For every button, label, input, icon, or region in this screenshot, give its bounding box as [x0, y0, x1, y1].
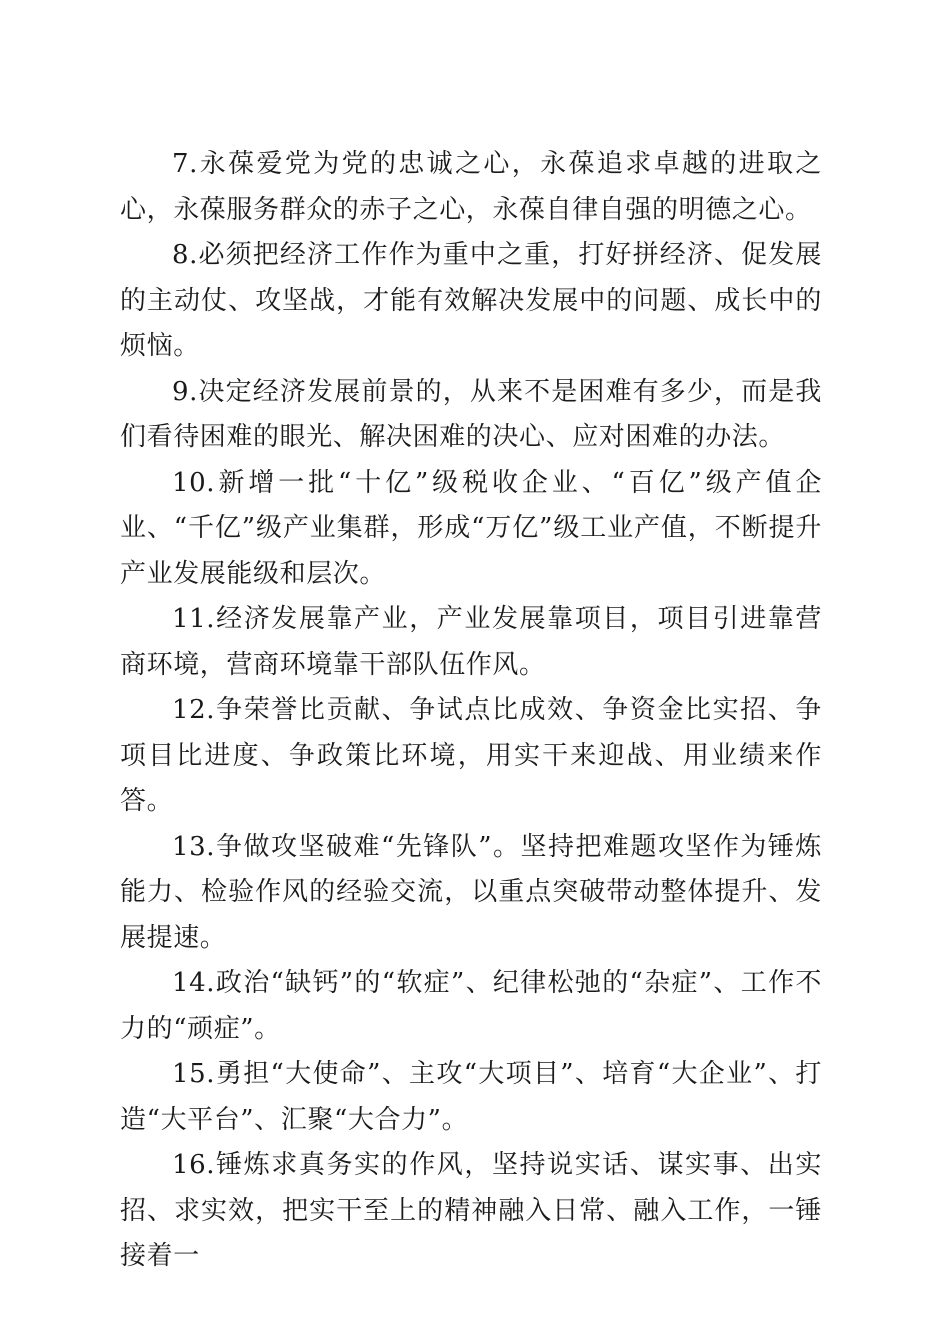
paragraph-8: 8.必须把经济工作作为重中之重，打好拼经济、促发展的主动仗、攻坚战，才能有效解决发展中的问题、成长中的烦恼。 — [120, 240, 822, 361]
paragraph-9: 9.决定经济发展前景的，从来不是困难有多少，而是我们看待困难的眼光、解决困难的决心、应对困难的办法。 — [120, 376, 822, 452]
paragraph-10: 10.新增一批“十亿”级税收企业、“百亿”级产值企业、“千亿”级产业集群，形成“万亿”级工业产值，不断提升产业发展能级和层次。 — [120, 467, 822, 589]
paragraph-13: 13.争做攻坚破难“先锋队”。坚持把难题攻坚作为锤炼能力、检验作风的经验交流，以重点突破带动整体提升、发展提速。 — [120, 831, 822, 953]
paragraph-15: 15.勇担“大使命”、主攻“大项目”、培育“大企业”、打造“大平台”、汇聚“大合力”。 — [120, 1059, 822, 1135]
paragraph-7: 7.永葆爱党为党的忠诚之心，永葆追求卓越的进取之心，永葆服务群众的赤子之心，永葆自律自强的明德之心。 — [120, 149, 822, 225]
document-body — [120, 142, 822, 1280]
paragraph-11: 11.经济发展靠产业，产业发展靠项目，项目引进靠营商环境，营商环境靠干部队伍作风。 — [120, 604, 822, 680]
paragraph-16: 16.锤炼求真务实的作风，坚持说实话、谋实事、出实招、求实效，把实干至上的精神融入日常、融入工作，一锤接着一 — [120, 1150, 822, 1271]
paragraph-12: 12.争荣誉比贡献、争试点比成效、争资金比实招、争项目比进度、争政策比环境，用实干来迎战、用业绩来作答。 — [120, 695, 822, 816]
paragraph-14: 14.政治“缺钙”的“软症”、纪律松弛的“杂症”、工作不力的“顽症”。 — [120, 968, 822, 1044]
